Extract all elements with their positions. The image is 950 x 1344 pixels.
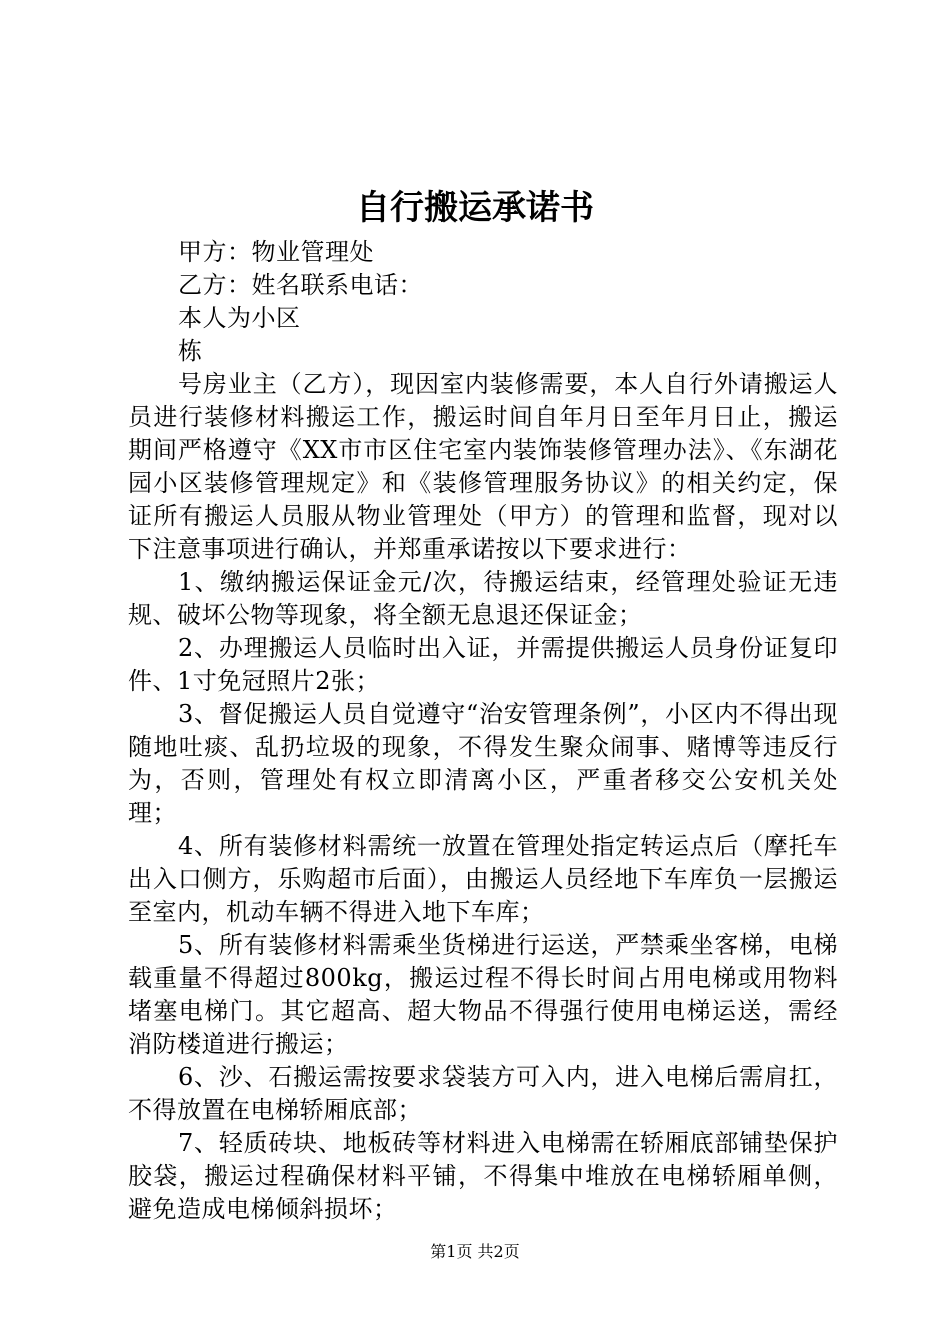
list-item: 4、所有装修材料需统一放置在管理处指定转运点后（摩托车出入口侧方，乐购超市后面），由搬运人员经地下车库负一层搬运至室内，机动车辆不得进入地下车库； [128,832,838,926]
list-item: 6、沙、石搬运需按要求袋装方可入内，进入电梯后需肩扛，不得放置在电梯轿厢底部； [128,1063,838,1124]
page-footer [0,1240,950,1264]
page-number: 第1页 共2页 [430,1242,520,1261]
party-b-line: 乙方：姓名联系电话： [178,271,423,299]
document-title: 自行搬运承诺书 [356,188,594,228]
resident-line-1: 本人为小区 [178,304,301,332]
document-body [128,236,838,1226]
party-a-line: 甲方：物业管理处 [178,238,374,266]
list-item: 5、所有装修材料需乘坐货梯进行运送，严禁乘坐客梯，电梯载重量不得超过800kg，搬运过程不得长时间占用电梯或用物料堵塞电梯门。其它超高、超大物品不得强行使用电梯运送，需经消防楼道进行搬运； [128,931,838,1058]
resident-line-2: 栋 [178,337,203,365]
intro-paragraph: 号房业主（乙方），现因室内装修需要，本人自行外请搬运人员进行装修材料搬运工作，搬运时间自年月日至年月日止，搬运期间严格遵守《XX市市区住宅室内装饰装修管理办法》、《东湖花园小区装修管理规定》和《装修管理服务协议》的相关约定，保证所有搬运人员服从物业管理处（甲方）的管理和监督，现对以下注意事项进行确认，并郑重承诺按以下要求进行： [128,370,838,563]
list-item: 1、缴纳搬运保证金元/次，待搬运结束，经管理处验证无违规、破坏公物等现象，将全额无息退还保证金； [128,568,838,629]
list-item: 7、轻质砖块、地板砖等材料进入电梯需在轿厢底部铺垫保护胶袋，搬运过程确保材料平铺，不得集中堆放在电梯轿厢单侧，避免造成电梯倾斜损坏； [128,1129,838,1223]
list-item: 2、办理搬运人员临时出入证，并需提供搬运人员身份证复印件、1寸免冠照片2张； [128,634,838,695]
list-item: 3、督促搬运人员自觉遵守“治安管理条例”，小区内不得出现随地吐痰、乱扔垃圾的现象，不得发生聚众闹事、赌博等违反行为，否则，管理处有权立即清离小区，严重者移交公安机关处理； [128,700,838,827]
